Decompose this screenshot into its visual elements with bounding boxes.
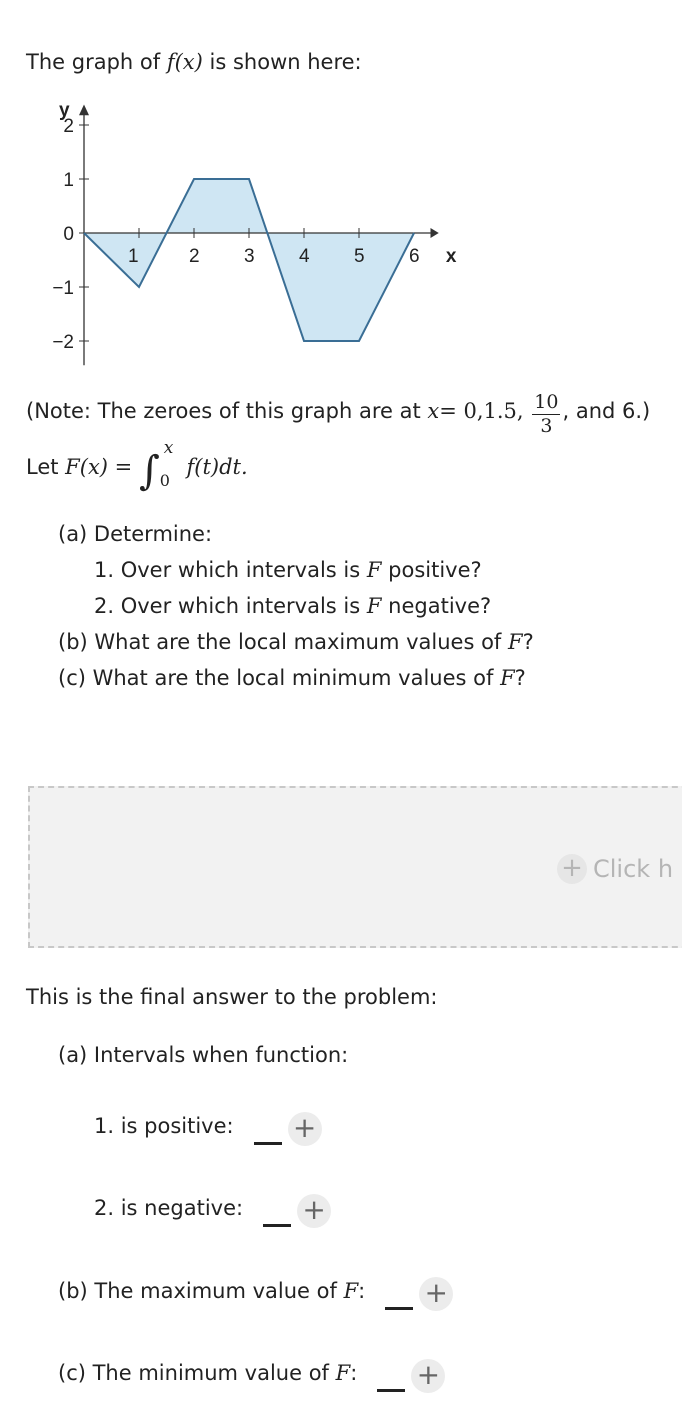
max-colon: : xyxy=(358,1279,366,1303)
negative-blank[interactable] xyxy=(263,1224,291,1227)
intro-line xyxy=(26,50,362,74)
min-var: F xyxy=(335,1361,351,1385)
min-blank[interactable] xyxy=(377,1389,405,1392)
upper-limit: x xyxy=(163,438,174,458)
question-a: (a) Determine: xyxy=(58,522,213,546)
final-max-row xyxy=(58,1277,453,1311)
positive-label: 1. is positive: xyxy=(94,1114,234,1138)
let-Fx: (x) = xyxy=(79,455,133,479)
click-here-label: Click h xyxy=(593,855,674,883)
question-b xyxy=(58,630,534,654)
y-axis-label: y xyxy=(59,100,70,122)
final-a-label: (a) Intervals when function: xyxy=(58,1043,349,1067)
question-a1 xyxy=(94,558,482,582)
note-text-end: , and 6.) xyxy=(562,399,651,423)
integral-sign: ∫ xyxy=(138,448,160,494)
fraction-numerator: 10 xyxy=(534,391,559,413)
note-fraction xyxy=(532,393,560,436)
final-answer-heading: This is the final answer to the problem: xyxy=(26,985,438,1009)
final-min-row xyxy=(58,1359,445,1393)
function-graph xyxy=(22,88,462,378)
min-colon: : xyxy=(350,1361,358,1385)
max-var: F xyxy=(343,1279,359,1303)
y-tick-label: 2 xyxy=(63,116,74,137)
y-tick-label: 0 xyxy=(63,224,74,245)
x-tick-label: 3 xyxy=(244,246,255,267)
let-F: F xyxy=(65,455,80,479)
q-a1-prefix: 1. Over which intervals is xyxy=(94,558,361,582)
q-a1-suffix: positive? xyxy=(388,558,482,582)
fraction-denominator: 3 xyxy=(540,415,553,437)
negative-add-button[interactable]: + xyxy=(297,1194,331,1228)
intro-arg: (x) xyxy=(174,50,203,74)
y-tick-label: −2 xyxy=(52,332,74,353)
min-label: (c) The minimum value of xyxy=(58,1361,329,1385)
negative-label: 2. is negative: xyxy=(94,1196,244,1220)
x-axis-label: x xyxy=(445,246,457,267)
positive-add-button[interactable]: + xyxy=(288,1112,322,1146)
x-tick-label: 1 xyxy=(128,246,139,267)
q-b-var: F xyxy=(508,630,523,654)
y-tick-label: −1 xyxy=(52,278,74,299)
q-a2-var: F xyxy=(366,594,382,618)
click-here-button[interactable] xyxy=(557,854,673,884)
integrand-arg: (t) xyxy=(194,455,220,479)
y-axis-arrow xyxy=(79,104,89,115)
note-eq: = 0,1.5, xyxy=(439,399,524,423)
note-var: x xyxy=(427,399,440,423)
q-c-suffix: ? xyxy=(514,666,526,690)
max-label: (b) The maximum value of xyxy=(58,1279,337,1303)
q-a2-prefix: 2. Over which intervals is xyxy=(94,594,361,618)
x-tick-label: 6 xyxy=(409,246,420,267)
min-add-button[interactable]: + xyxy=(411,1359,445,1393)
integral-limits xyxy=(159,438,180,490)
intro-after: is shown here: xyxy=(209,50,362,74)
q-a1-var: F xyxy=(366,558,382,582)
x-tick-label: 2 xyxy=(189,246,200,267)
let-label: Let xyxy=(26,455,59,479)
integrand: f xyxy=(186,455,195,479)
x-tick-label: 4 xyxy=(299,246,310,267)
x-axis-arrow xyxy=(431,228,439,238)
intro-func: f xyxy=(166,50,175,74)
question-c xyxy=(58,666,526,690)
answer-dropzone[interactable] xyxy=(28,786,682,948)
question-a2 xyxy=(94,594,491,618)
differential: dt. xyxy=(219,455,248,479)
y-tick-label: 1 xyxy=(63,170,74,191)
q-c-var: F xyxy=(500,666,515,690)
zeroes-note xyxy=(26,393,650,436)
intro-before: The graph of xyxy=(26,50,161,74)
q-b-prefix: (b) What are the local maximum values of xyxy=(58,630,502,654)
max-blank[interactable] xyxy=(385,1307,413,1310)
q-a2-suffix: negative? xyxy=(388,594,492,618)
plus-icon: + xyxy=(557,854,587,884)
final-negative-row xyxy=(94,1194,331,1228)
definition-line xyxy=(26,438,248,494)
lower-limit: 0 xyxy=(159,471,170,490)
max-add-button[interactable]: + xyxy=(419,1277,453,1311)
x-tick-label: 5 xyxy=(354,246,365,267)
final-positive-row xyxy=(94,1112,322,1146)
q-b-suffix: ? xyxy=(522,630,534,654)
positive-blank[interactable] xyxy=(254,1142,282,1145)
note-text: (Note: The zeroes of this graph are at xyxy=(26,399,421,423)
q-c-prefix: (c) What are the local minimum values of xyxy=(58,666,494,690)
